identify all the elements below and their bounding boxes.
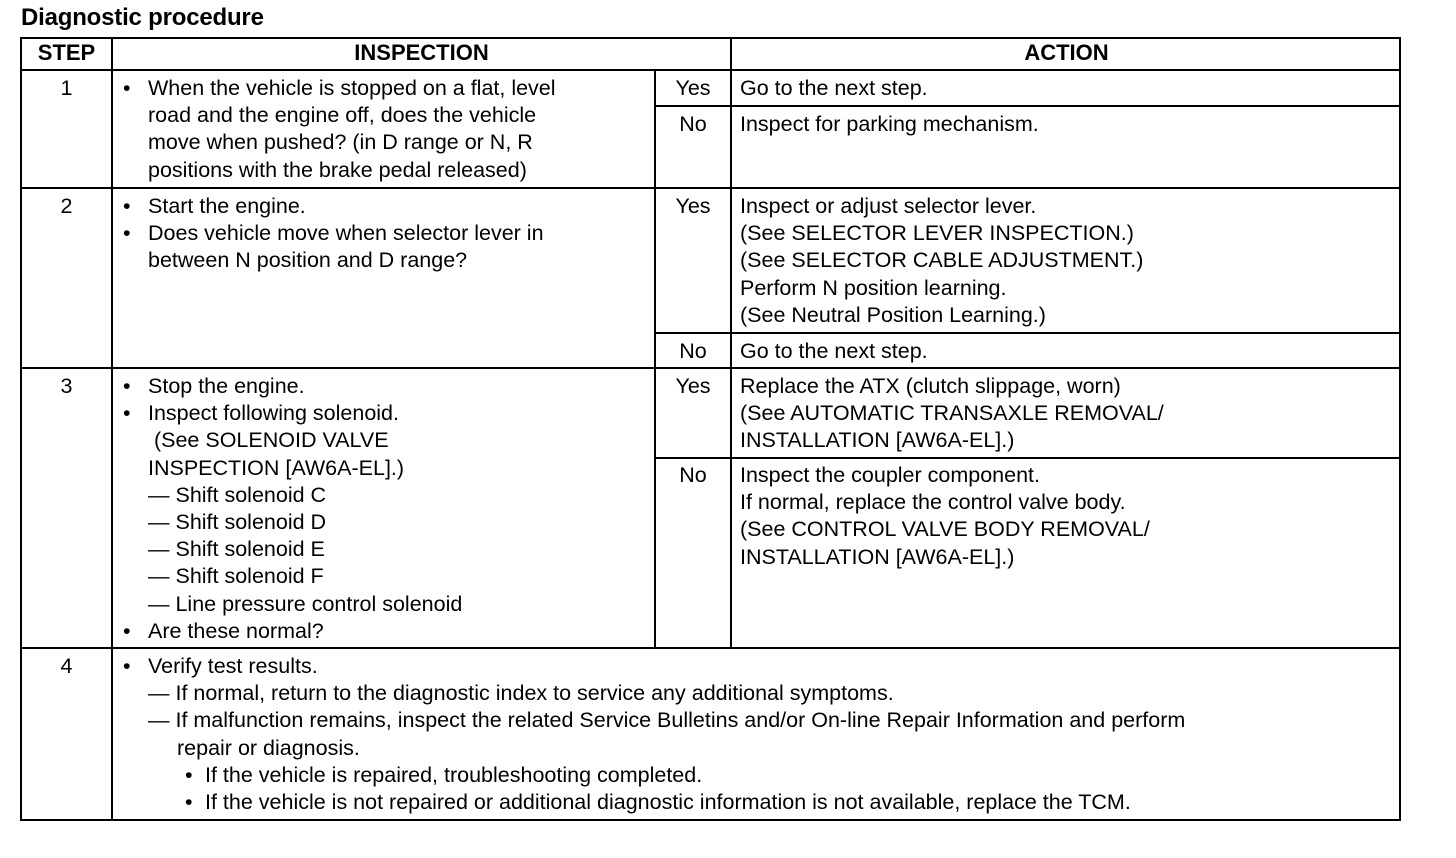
action-line: Perform N position learning. — [740, 275, 1007, 300]
inspection-line: (See SOLENOID VALVE — [148, 428, 389, 453]
action-line: Go to the next step. — [740, 339, 928, 363]
action-line: (See Neutral Position Learning.) — [740, 302, 1046, 327]
action-line: INSTALLATION [AW6A-EL].) — [740, 428, 1015, 453]
inspection-line: Does vehicle move when selector lever in — [148, 221, 544, 246]
header-action: ACTION — [1024, 40, 1109, 65]
inspection-line: — If malfunction remains, inspect the related Service Bulletins and/or On-line Repair Information and perform — [148, 708, 1186, 733]
step3-yes-no-divider — [654, 457, 1401, 459]
step1-no-action — [740, 111, 1039, 138]
action-line: Go to the next step. — [740, 76, 928, 100]
header-step: STEP — [37, 40, 96, 65]
action-line: (See CONTROL VALVE BODY REMOVAL/ — [740, 517, 1150, 542]
inspection-line: — If normal, return to the diagnostic index to service any additional symptoms. — [148, 681, 894, 706]
step1-yes-no-divider — [654, 105, 1401, 107]
step3-yes-action — [740, 373, 1164, 455]
bullet-icon: • — [123, 194, 131, 218]
bullet-icon: • — [185, 790, 193, 815]
inspection-line: between N position and D range? — [148, 248, 468, 273]
header-divider — [20, 69, 1401, 71]
action-line: Inspect for parking mechanism. — [740, 112, 1039, 136]
answer-yes: Yes — [675, 76, 711, 100]
action-line: INSTALLATION [AW6A-EL].) — [740, 544, 1015, 569]
step-number: 2 — [60, 194, 73, 218]
bullet-icon: • — [123, 401, 131, 426]
step1-divider — [20, 187, 1401, 189]
action-line: Inspect or adjust selector lever. — [740, 194, 1037, 218]
step-column-divider — [111, 37, 113, 821]
step1-inspection — [120, 75, 556, 184]
answer-yes: Yes — [675, 374, 711, 398]
solenoid-item: — Shift solenoid D — [148, 510, 327, 535]
page-title: Diagnostic procedure — [21, 4, 264, 31]
bullet-icon: • — [123, 654, 131, 678]
answer-no: No — [679, 112, 707, 136]
inspection-line: Are these normal? — [148, 618, 324, 643]
solenoid-item: — Shift solenoid F — [148, 564, 324, 589]
answer-yes: Yes — [675, 194, 711, 218]
solenoid-item: — Shift solenoid E — [148, 537, 325, 562]
header-inspection: INSPECTION — [354, 40, 489, 65]
inspection-line: repair or diagnosis. — [177, 735, 360, 760]
bullet-icon: • — [123, 374, 131, 398]
inspection-line: If the vehicle is repaired, troubleshooting completed. — [205, 762, 703, 787]
inspection-line: move when pushed? (in D range or N, R — [148, 130, 533, 155]
step2-divider — [20, 367, 1401, 369]
inspection-line: If the vehicle is not repaired or additional diagnostic information is not available, replace the TCM. — [205, 790, 1131, 815]
solenoid-item: — Line pressure control solenoid — [148, 591, 463, 616]
bullet-icon: • — [123, 221, 131, 246]
inspection-line: Stop the engine. — [148, 374, 305, 398]
step3-divider — [20, 647, 1401, 649]
step3-inspection — [120, 373, 462, 645]
step-number: 4 — [60, 654, 73, 678]
inspection-line: INSPECTION [AW6A-EL].) — [148, 455, 405, 480]
step3-no-action — [740, 462, 1150, 571]
bullet-icon: • — [123, 618, 131, 643]
step2-inspection — [120, 193, 544, 275]
action-column-divider — [730, 37, 732, 647]
action-line: Inspect the coupler component. — [740, 463, 1040, 487]
step4-inspection — [120, 653, 1185, 816]
step-number: 1 — [60, 76, 73, 100]
inspection-line: Start the engine. — [148, 194, 306, 218]
action-line: If normal, replace the control valve body. — [740, 490, 1126, 515]
action-line: (See SELECTOR CABLE ADJUSTMENT.) — [740, 248, 1144, 273]
step2-yes-action — [740, 193, 1143, 329]
inspection-line: positions with the brake pedal released) — [148, 157, 527, 182]
answer-no: No — [679, 339, 707, 363]
inspection-line: Inspect following solenoid. — [148, 401, 399, 426]
action-line: Replace the ATX (clutch slippage, worn) — [740, 374, 1121, 398]
step1-yes-action — [740, 75, 928, 102]
step-number: 3 — [60, 374, 73, 398]
diagnostic-table — [20, 37, 1401, 821]
inspection-line: When the vehicle is stopped on a flat, level — [148, 76, 556, 100]
action-line: (See AUTOMATIC TRANSAXLE REMOVAL/ — [740, 401, 1164, 426]
step2-yes-no-divider — [654, 332, 1401, 334]
bullet-icon: • — [123, 76, 131, 100]
answer-no: No — [679, 463, 707, 487]
bullet-icon: • — [185, 762, 193, 787]
step2-no-action — [740, 338, 928, 365]
action-line: (See SELECTOR LEVER INSPECTION.) — [740, 221, 1134, 246]
solenoid-item: — Shift solenoid C — [148, 482, 327, 507]
inspection-line: road and the engine off, does the vehicle — [148, 103, 537, 128]
inspection-line: Verify test results. — [148, 654, 318, 678]
